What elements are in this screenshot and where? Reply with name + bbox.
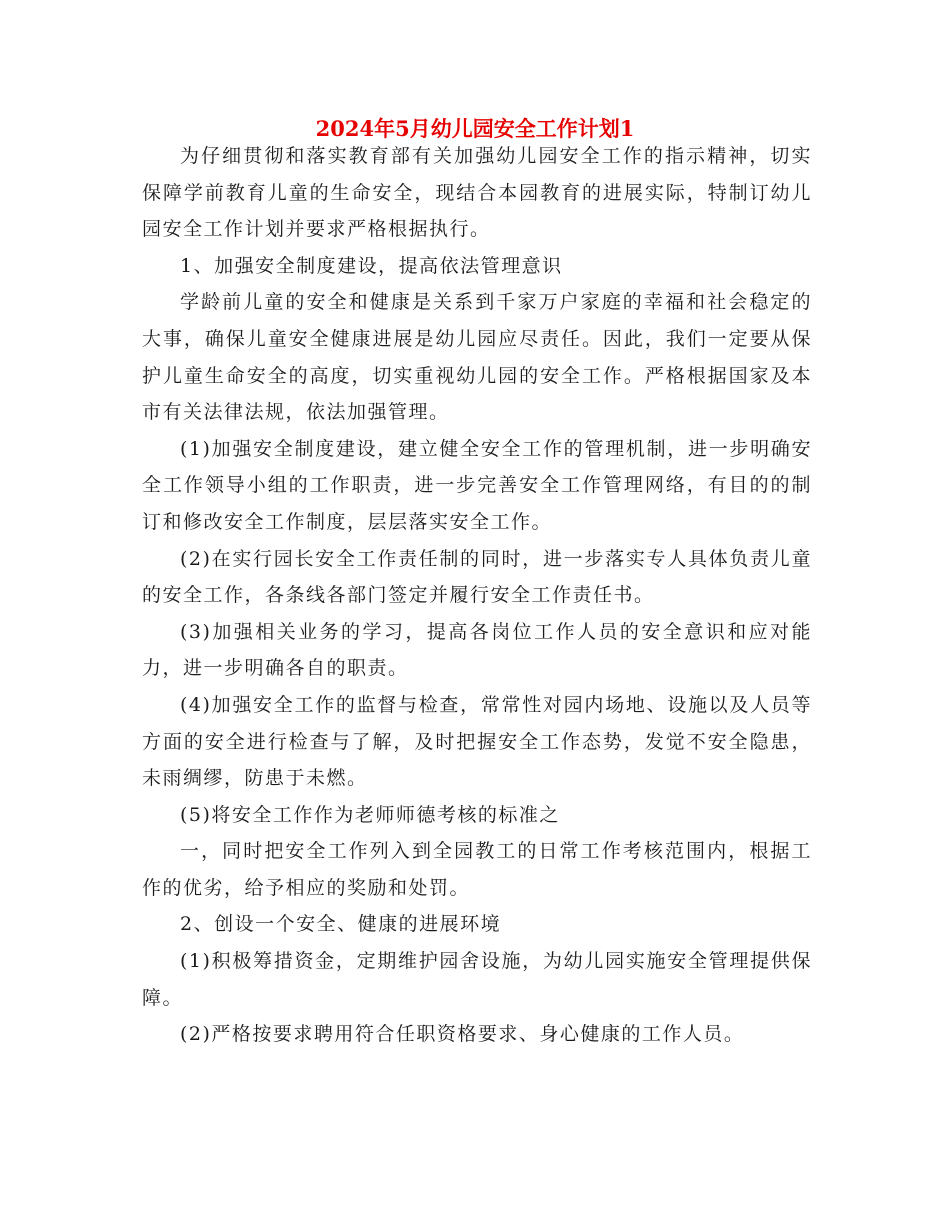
list-item-2: (2)严格按要求聘用符合任职资格要求、身心健康的工作人员。 xyxy=(180,1023,745,1046)
list-item-4: (4)加强安全工作的监督与检查，常常性对园内场地、设施以及人员等方面的安全进行检查与了解，及时把握安全工作态势，发觉不安全隐患，未雨绸缪，防患于未燃。 xyxy=(142,693,812,790)
list-item-1: (1)加强安全制度建设，建立健全安全工作的管理机制，进一步明确安全工作领导小组的工作职责，进一步完善安全工作管理网络，有目的的制订和修改安全工作制度，层层落实安全工作。 xyxy=(142,437,812,533)
list-item-5-continued: 一，同时把安全工作列入到全园教工的日常工作考核范围内，根据工作的优劣，给予相应的奖励和处罚。 xyxy=(142,840,812,899)
section-heading-2: 2、创设一个安全、健康的进展环境 xyxy=(180,913,502,936)
document-title: 2024年5月幼儿园安全工作计划1 xyxy=(315,116,635,141)
list-item-1: (1)积极筹措资金，定期维护园舍设施，为幼儿园实施安全管理提供保障。 xyxy=(142,950,812,1009)
section-heading-1: 1、加强安全制度建设，提高依法管理意识 xyxy=(180,254,563,277)
paragraph: 学龄前儿童的安全和健康是关系到千家万户家庭的幸福和社会稳定的大事，确保儿童安全健康进展是幼儿园应尽责任。因此，我们一定要从保护儿童生命安全的高度，切实重视幼儿园的安全工作。严格根据国家及本市有关法律法规，依法加强管理。 xyxy=(142,291,812,424)
list-item-5: (5)将安全工作作为老师师德考核的标准之 xyxy=(180,803,560,826)
list-item-2: (2)在实行园长安全工作责任制的同时，进一步落实专人具体负责儿童的安全工作，各条线各部门签定并履行安全工作责任书。 xyxy=(142,547,812,607)
intro-paragraph: 为仔细贯彻和落实教育部有关加强幼儿园安全工作的指示精神，切实保障学前教育儿童的生命安全，现结合本园教育的进展实际，特制订幼儿园安全工作计划并要求严格根据执行。 xyxy=(142,145,812,241)
document-body xyxy=(142,138,812,1053)
list-item-3: (3)加强相关业务的学习，提高各岗位工作人员的安全意识和应对能力，进一步明确各自的职责。 xyxy=(142,620,812,680)
